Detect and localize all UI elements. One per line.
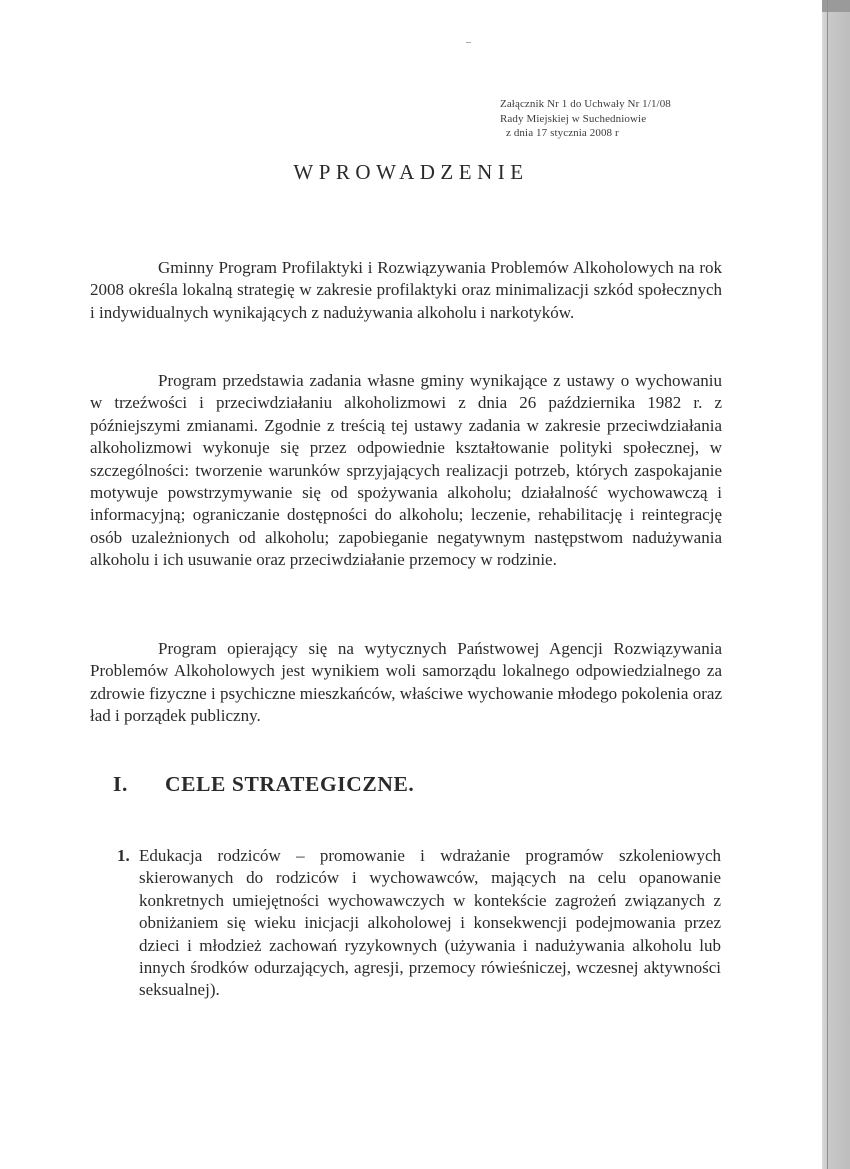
- section-heading: [113, 772, 414, 797]
- scan-smudge: [466, 42, 471, 43]
- list-item-number: 1.: [117, 846, 130, 865]
- annotation-line-2: Rady Miejskiej w Suchedniowie: [500, 112, 647, 125]
- list-item-text: Edukacja rodziców – promowanie i wdrażanie programów szkoleniowych skierowanych do rodziców i wychowawców, mających na celu opanowanie konkretnych umiejętności wychowawczych w kontekście zagrożeń związanych z obniżaniem się wieku inicjacji alkoholowej i konsekwencji podejmowania przez dzieci i młodzież zachowań ryzykownych (używania i nadużywania alkoholu lub innych środków odurzających, agresji, przemocy rówieśniczej, wczesnej aktywności seksualnej).: [139, 846, 721, 1000]
- section-number: I.: [113, 772, 128, 796]
- scan-edge-line: [827, 0, 828, 1169]
- annotation-line-1: Załącznik Nr 1 do Uchwały Nr 1/1/08: [500, 98, 671, 110]
- document-title: WPROWADZENIE: [293, 160, 529, 184]
- paragraph-text: Gminny Program Profilaktyki i Rozwiązywania Problemów Alkoholowych na rok 2008 określa lokalną strategię w zakresie profilaktyki oraz minimalizacji szkód społecznych i indywidualnych wynikających z nadużywania alkoholu i narkotyków.: [90, 258, 722, 322]
- attachment-annotation: [500, 97, 671, 141]
- annotation-line-3: z dnia 17 stycznia 2008 r: [506, 127, 619, 139]
- list-item: [117, 845, 721, 1002]
- intro-paragraph-3: [90, 638, 722, 728]
- paragraph-text: Program opierający się na wytycznych Państwowej Agencji Rozwiązywania Problemów Alkoholowych jest wynikiem woli samorządu lokalnego odpowiedzialnego za zdrowie fizyczne i psychiczne mieszkańców, właściwe wychowanie młodego pokolenia oraz ład i porządek publiczny.: [90, 639, 722, 726]
- intro-paragraph-1: [90, 257, 722, 324]
- paragraph-text: Program przedstawia zadania własne gminy wynikające z ustawy o wychowaniu w trzeźwości i przeciwdziałaniu alkoholizmowi z dnia 26 października 1982 r. z późniejszymi zmianami. Zgodnie z treścią tej ustawy zadania w zakresie przeciwdziałania alkoholizmowi wykonuje się przez odpowiednie kształtowanie polityki społecznej, w szczególności: tworzenie warunków sprzyjających realizacji potrzeb, których zaspokajanie motywuje powstrzymywanie się od spożywania alkoholu; działalność wychowawczą i informacyjną; ograniczanie dostępności do alkoholu; leczenie, rehabilitację i reintegrację osób uzależnionych od alkoholu; zapobieganie negatywnym następstwom nadużywania alkoholu i ich usuwanie oraz przeciwdziałanie przemocy w rodzinie.: [90, 371, 722, 570]
- intro-paragraph-2: [90, 370, 722, 572]
- section-title: CELE STRATEGICZNE.: [165, 772, 415, 796]
